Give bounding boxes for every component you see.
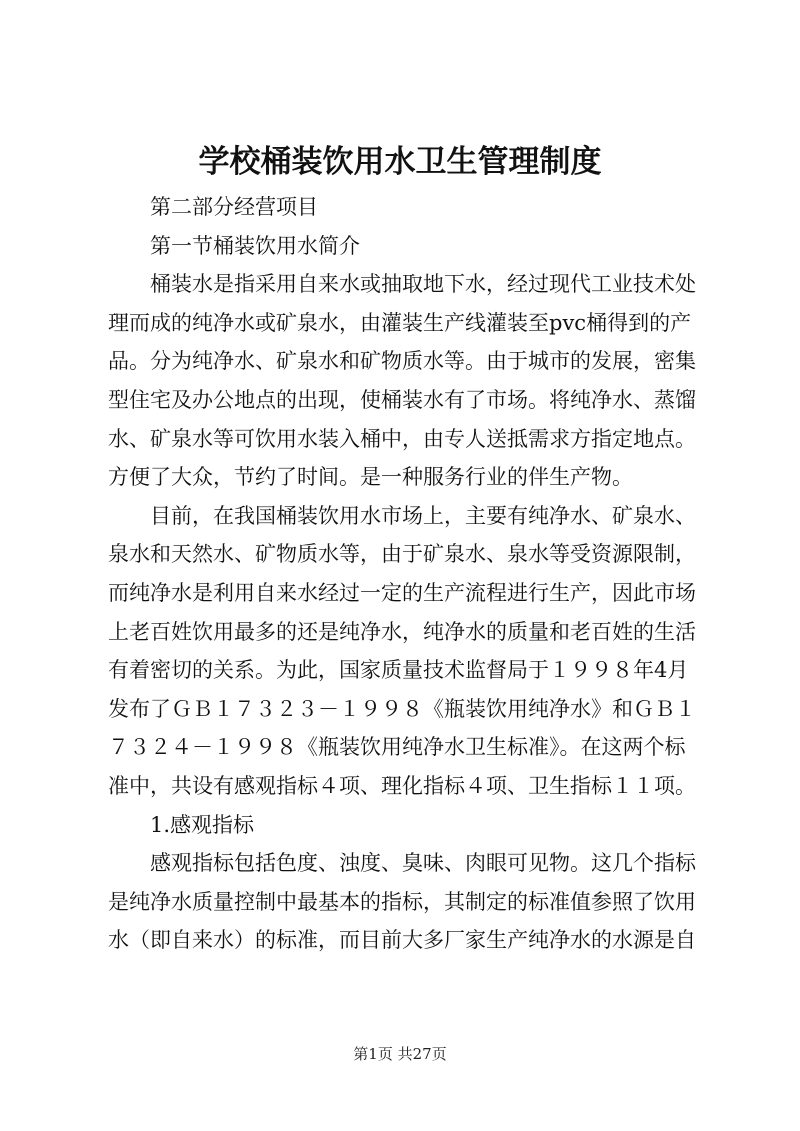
paragraph-line: 感观指标包括色度、浊度、臭味、肉眼可见物。这几个指标 (150, 851, 696, 876)
paragraph-line: 而纯净水是利用自来水经过一定的生产流程进行生产，因此市场 (108, 580, 696, 605)
paragraph-line: 理而成的纯净水或矿泉水，由灌装生产线灌装至pvc桶得到的产 (108, 310, 692, 335)
paragraph-line: 水、矿泉水等可饮用水装入桶中，由专人送抵需求方指定地点。 (108, 426, 696, 451)
paragraph-line: 发布了ＧＢ１７３２３－１９９８《瓶装饮用纯净水》和ＧＢ１ (108, 696, 696, 721)
paragraph-line: 水（即自来水）的标准，而目前大多厂家生产纯净水的水源是自 (108, 928, 696, 953)
paragraph-line: 有着密切的关系。为此，国家质量技术监督局于１９９８年4月 (108, 658, 689, 683)
list-heading: 1.感观指标 (150, 812, 255, 837)
subsection-heading: 第一节桶装饮用水简介 (150, 233, 360, 258)
paragraph-line: 品。分为纯净水、矿泉水和矿物质水等。由于城市的发展，密集 (108, 349, 696, 374)
document-title: 学校桶装饮用水卫生管理制度 (198, 144, 602, 180)
paragraph-line: 桶装水是指采用自来水或抽取地下水，经过现代工业技术处 (150, 272, 696, 297)
paragraph-line: 目前，在我国桶装饮用水市场上，主要有纯净水、矿泉水、 (150, 503, 696, 528)
paragraph-line: 方便了大众，节约了时间。是一种服务行业的伴生产物。 (108, 465, 633, 490)
paragraph-line: 是纯净水质量控制中最基本的指标，其制定的标准值参照了饮用 (108, 889, 696, 914)
paragraph-line: 型住宅及办公地点的出现，使桶装水有了市场。将纯净水、蒸馏 (108, 387, 696, 412)
paragraph-line: 上老百姓饮用最多的还是纯净水，纯净水的质量和老百姓的生活 (108, 619, 696, 644)
paragraph-line: 泉水和天然水、矿物质水等，由于矿泉水、泉水等受资源限制， (108, 542, 696, 567)
paragraph-line: ７３２４－１９９８《瓶装饮用纯净水卫生标准》。在这两个标 (108, 735, 686, 760)
paragraph-line: 准中，共设有感观指标４项、理化指标４项、卫生指标１１项。 (108, 773, 696, 798)
document-body (108, 188, 714, 960)
section-heading: 第二部分经营项目 (150, 195, 318, 219)
page-number: 第1页 共27页 (353, 1045, 447, 1063)
